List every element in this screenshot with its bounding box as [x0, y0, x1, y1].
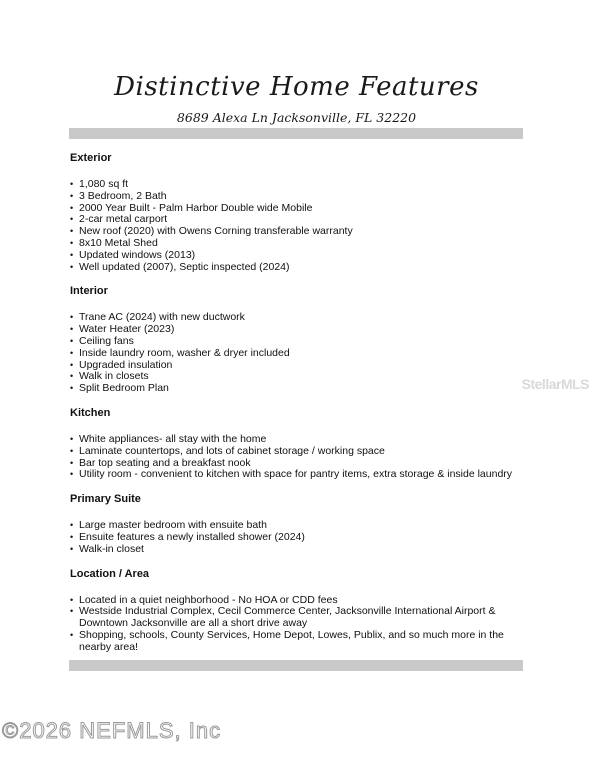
section-heading: Exterior	[70, 152, 112, 164]
feature-item: • Large master bedroom with ensuite bath	[70, 520, 520, 532]
feature-item: • Ceiling fans	[70, 336, 520, 348]
top-divider-bar	[69, 128, 523, 139]
feature-item: • New roof (2020) with Owens Corning transferable warranty	[70, 226, 520, 238]
feature-list	[70, 520, 520, 555]
feature-item: • Utility room - convenient to kitchen with space for pantry items, extra storage & inside laundry	[70, 469, 520, 481]
feature-item: • Updated windows (2013)	[70, 250, 520, 262]
feature-item: • Shopping, schools, County Services, Home Depot, Lowes, Publix, and so much more in the nearby area!	[70, 630, 520, 654]
section-heading: Interior	[70, 285, 108, 298]
feature-list	[70, 312, 520, 395]
section-location-area	[70, 568, 520, 654]
section-interior	[70, 285, 520, 395]
feature-item: • Located in a quiet neighborhood - No HOA or CDD fees	[70, 595, 520, 607]
feature-item: • Ensuite features a newly installed shower (2024)	[70, 532, 520, 544]
feature-item: • Bar top seating and a breakfast nook	[70, 458, 520, 470]
feature-item: • Upgraded insulation	[70, 360, 520, 372]
feature-list	[70, 434, 520, 481]
feature-item: • 3 Bedroom, 2 Bath	[70, 191, 520, 203]
feature-item: • 1,080 sq ft	[70, 179, 520, 191]
stellarmls-watermark: StellarMLS	[521, 376, 589, 392]
feature-list	[70, 179, 520, 273]
feature-item: • 2000 Year Built - Palm Harbor Double wide Mobile	[70, 203, 520, 215]
features-content	[70, 152, 520, 666]
feature-item: • 8x10 Metal Shed	[70, 238, 520, 250]
section-heading: Location / Area	[70, 567, 150, 580]
section-heading: Kitchen	[70, 406, 111, 419]
feature-item: • Laminate countertops, and lots of cabinet storage / working space	[70, 446, 520, 458]
feature-item: • Westside Industrial Complex, Cecil Commerce Center, Jacksonville International Airport & Downtown Jacksonville are all a short drive away	[70, 606, 520, 630]
feature-item: • Well updated (2007), Septic inspected (2024)	[70, 262, 520, 274]
feature-item: • Water Heater (2023)	[70, 324, 520, 336]
section-primary-suite	[70, 493, 520, 555]
feature-item: • Split Bedroom Plan	[70, 383, 520, 395]
nefmls-watermark: ©2026 NEFMLS, Inc	[2, 718, 222, 743]
feature-item: • Walk in closets	[70, 371, 520, 383]
document-title: Distinctive Home Features	[114, 72, 479, 102]
feature-item: • Walk-in closet	[70, 544, 520, 556]
property-address: 8689 Alexa Ln Jacksonville, FL 32220	[176, 110, 417, 125]
section-exterior	[70, 152, 520, 273]
feature-item: • Trane AC (2024) with new ductwork	[70, 312, 520, 324]
section-heading: Primary Suite	[70, 493, 141, 506]
feature-list	[70, 595, 520, 654]
feature-item: • Inside laundry room, washer & dryer included	[70, 348, 520, 360]
bottom-divider-bar	[69, 660, 523, 671]
feature-item: • 2-car metal carport	[70, 214, 520, 226]
feature-item: • White appliances- all stay with the home	[70, 434, 520, 446]
section-kitchen	[70, 407, 520, 481]
